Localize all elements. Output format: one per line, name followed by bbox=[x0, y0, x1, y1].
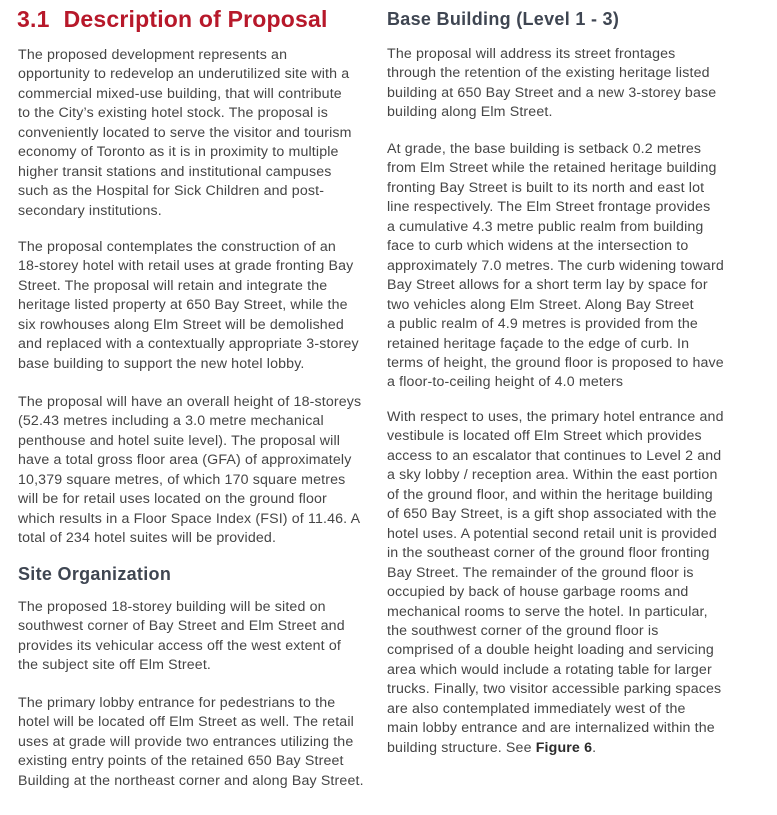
base-paragraph-1: The proposal will address its street frontages through the retention of the existing heritage listed building at 650 Bay Street and a new 3-storey base building along Elm Street. bbox=[387, 46, 717, 121]
uses-text: With respect to uses, the primary hotel entrance and vestibule is located off Elm Street which provides access to an escalator that continues to Level 2 and a sky lobby / reception area. Within the east portion of the ground floor, and within the heritage building of 650 Bay Street, is a gift shop associated with the hotel uses. A potential second retail unit is provided in the southeast corner of the ground floor fronting Bay Street. The remainder of the ground floor is occupied by back of house garbage rooms and mechanical rooms to serve the hotel. In particular, the southwest corner of the ground floor is comprised of a double height loading and servicing area which would include a rotating table for larger trucks. Finally, two visitor accessible parking spaces are also contemplated immediately west of the main lobby entrance and are internalized within the building structure. See bbox=[387, 409, 724, 756]
intro-paragraph: The proposed development represents an opportunity to redevelop an underutilized site with a commercial mixed-use building, that will contribute to the City’s existing hotel stock. The proposal is conveniently located to serve the visitor and tourism economy of Toronto as it is in proximity to multiple higher transit stations and institutional campuses such as the Hospital for Sick Children and post- secondary institutions. bbox=[18, 47, 352, 219]
section-title-text: Description of Proposal bbox=[63, 6, 328, 32]
figure-reference: Figure 6 bbox=[535, 739, 593, 756]
base-paragraph-2: At grade, the base building is setback 0.2 metres from Elm Street while the retained heritage building fronting Bay Street is built to its north and east lot line respectively. The Elm Street frontage provides a cumulative 4.3 metre public realm from building face to curb which widens at the intersection to approximately 7.0 metres. The curb widening toward Bay Street allows for a short term lay by space for two vehicles along Elm Street. Along Bay Street a public realm of 4.9 metres is provided from the retained heritage façade to the edge of curb. In terms of height, the ground floor is proposed to have a floor-to-ceiling height of 4.0 meters bbox=[387, 141, 724, 391]
height-gfa-paragraph: The proposal will have an overall height of 18-storeys (52.43 metres including a 3.0 metre mechanical penthouse and hotel suite level). The proposal will have a total gross floor area (GFA) of approximately 10,379 square metres, of which 170 square metres will be for retail uses located on the ground floor which results in a Floor Space Index (FSI) of 11.46. A total of 234 hotel suites will be provided. bbox=[18, 394, 362, 547]
base-building-heading: Base Building (Level 1 - 3) bbox=[387, 9, 620, 29]
figure-reference-suffix: . bbox=[592, 739, 597, 756]
section-number: 3.1 bbox=[17, 6, 50, 32]
site-paragraph-2: The primary lobby entrance for pedestrians to the hotel will be located off Elm Street as well. The retail uses at grade will provide two entrances utilizing the existing entry points of the retained 650 Bay Street Building at the northeast corner and along Bay Street. bbox=[18, 695, 364, 789]
section-title bbox=[17, 6, 328, 33]
site-organization-heading: Site Organization bbox=[18, 564, 172, 584]
construction-paragraph: The proposal contemplates the construction of an 18-storey hotel with retail uses at grade fronting Bay Street. The proposal will retain and integrate the heritage listed property at 650 Bay Street, while the six rowhouses along Elm Street will be demolished and replaced with a contextually appropriate 3-storey base building to support the new hotel lobby. bbox=[18, 239, 359, 372]
base-paragraph-3 bbox=[387, 408, 724, 758]
site-paragraph-1: The proposed 18-storey building will be sited on southwest corner of Bay Street and Elm Street and provides its vehicular access off the west extent of the subject site off Elm Street. bbox=[18, 599, 345, 674]
